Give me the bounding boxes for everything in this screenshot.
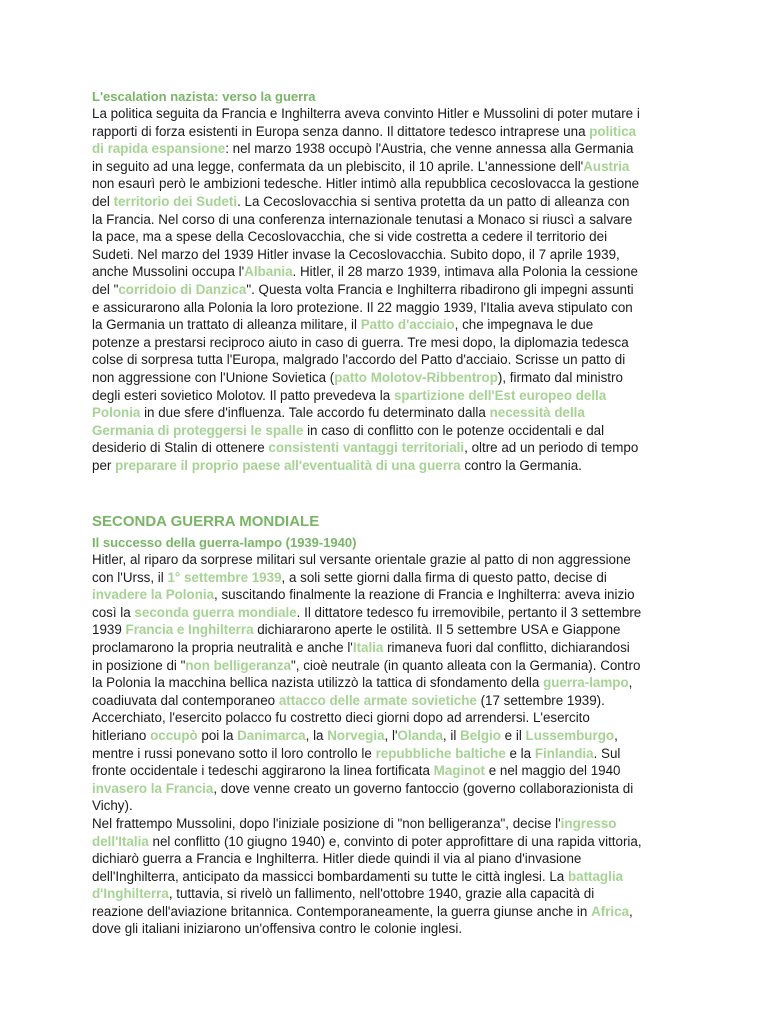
highlight-term: occupò [150,727,198,743]
highlight-term: repubbliche baltiche [375,745,506,761]
highlight-term: Patto d'acciaio [360,317,455,333]
section-seconda-guerra [92,512,680,938]
highlight-term: spartizione dell'Est europeo della Polonia [92,387,607,421]
highlight-term: attacco delle armate sovietiche [278,692,477,708]
section-escalation [92,88,680,474]
highlight-term: consistenti vantaggi territoriali [268,440,465,456]
highlight-term: battaglia d'Inghilterra [92,868,623,902]
highlight-term: Africa [591,903,630,919]
highlight-term: invasero la Francia [92,780,214,796]
highlight-term: Danimarca [237,727,306,743]
highlight-term: Austria [583,158,630,174]
highlight-term: guerra-lampo [543,675,629,691]
highlight-term: Maginot [433,763,485,779]
highlight-term: seconda guerra mondiale [134,604,297,620]
highlight-term: Norvegia [327,727,385,743]
highlight-term: invadere la Polonia [92,587,215,603]
highlight-term: Albania [244,264,293,280]
highlight-term: Italia [352,639,384,655]
highlight-term: necessità della Germania di proteggersi le spalle [92,405,585,438]
section-subtitle: Il successo della guerra-lampo (1939-1940) [92,535,357,550]
highlight-term: politica di rapida espansione [92,123,637,157]
highlight-term: Olanda [397,727,443,743]
highlight-term: non belligeranza [185,657,291,673]
section-paragraph: La politica seguita da Francia e Inghilterra aveva convinto Hitler e Mussolini di poter mutare i rapporti di forza esistenti in Europa senza danno. Il dittatore tedesco intraprese una politica di rapida espansione: nel marzo 1938 occupò l'Austria, che venne annessa alla Germania in seguito ad una legge, confermata da un plebiscito, il 10 aprile. L'annessione dell'Austria non esaurì però le ambizioni tedesche. Hitler intimò alla repubblica cecoslovacca la gestione del territorio dei Sudeti. La Cecoslovacchia si sentiva protetta da un patto di alleanza con la Francia. Nel corso di una conferenza internazionale tenutasi a Monaco si riuscì a salvare la pace, ma a spese della Cecoslovacchia, che si vide costretta a cedere il territorio dei Sudeti. Nel marzo del 1939 Hitler invase la Cecoslovacchia. Subito dopo, il 7 aprile 1939, anche Mussolini occupa l'Albania. Hitler, il 28 marzo 1939, intimava alla Polonia la cessione del "corridoio di Danzica". Questa volta Francia e Inghilterra ribadirono gli impegni assunti e assicurarono alla Polonia la loro protezione. Il 22 maggio 1939, l'Italia aveva stipulato con la Germania un trattato di alleanza militare, il Patto d'acciaio, che impegnava le due potenze a prestarsi reciproco aiuto in caso di guerra. Tre mesi dopo, la diplomazia tedesca colse di sorpresa tutta l'Europa, malgrado l'accordo del Patto d'acciaio. Scrisse un patto di non aggressione con l'Unione Sovietica (patto Molotov-Ribbentrop), firmato dal ministro degli esteri sovietico Molotov. Il patto prevedeva la spartizione dell'Est europeo della Polonia in due sfere d'influenza. Tale accordo fu determinato dalla necessità della Germania di proteggersi le spalle in caso di conflitto con le potenze occidentali e dal desiderio di Stalin di ottenere consistenti vantaggi territoriali, oltre ad un periodo di tempo per preparare il proprio paese all'eventualità di una guerra contro la Germania. [92,106,640,473]
highlight-term: Francia e Inghilterra [125,622,254,638]
section-title: SECONDA GUERRA MONDIALE [92,513,320,530]
highlight-term: patto Molotov-Ribbentrop [334,369,498,385]
highlight-term: corridoio di Danzica [118,281,247,297]
highlight-term: ingresso dell'Italia [92,815,617,849]
highlight-term: Lussemburgo [525,727,615,743]
highlight-term: 1° settembre 1939 [167,569,282,585]
highlight-term: Finlandia [534,745,594,761]
highlight-term: territorio dei Sudeti [113,193,238,209]
section-heading: L'escalation nazista: verso la guerra [92,89,316,104]
highlight-term: preparare il proprio paese all'eventualità di una guerra [115,457,461,473]
section-paragraph: Hitler, al riparo da sorprese militari sul versante orientale grazie al patto di non aggressione con l'Urss, il 1° settembre 1939, a soli sette giorni dalla firma di questo patto, decise di invadere la Polonia, suscitando finalmente la reazione di Francia e Inghilterra: aveva inizio così la seconda guerra mondiale. Il dittatore tedesco fu irremovibile, pertanto il 3 settembre 1939 Francia e Inghilterra dichiararono aperte le ostilità. Il 5 settembre USA e Giappone proclamarono la propria neutralità e anche l'Italia rimaneva fuori dal conflitto, dichiarandosi in posizione di "non belligeranza", cioè neutrale (in quanto alleata con la Germania). Contro la Polonia la macchina bellica nazista utilizzò la tattica di sfondamento della guerra-lampo, coadiuvata dal contemporaneo attacco delle armate sovietiche (17 settembre 1939). Accerchiato, l'esercito polacco fu costretto dieci giorni dopo ad arrendersi. L'esercito hitleriano occupò poi la Danimarca, la Norvegia, l'Olanda, il Belgio e il Lussemburgo, mentre i russi ponevano sotto il loro controllo le repubbliche baltiche e la Finlandia. Sul fronte occidentale i tedeschi aggirarono la linea fortificata Maginot e nel maggio del 1940 invasero la Francia, dove venne creato un governo fantoccio (governo collaborazionista di Vichy). Nel frattempo Mussolini, dopo l'iniziale posizione di "non belligeranza", decise l'ingresso dell'Italia nel conflitto (10 giugno 1940) e, convinto di poter approfittare di una rapida vittoria, dichiarò guerra a Francia e Inghilterra. Hitler diede quindi il via al piano d'invasione dell'Inghilterra, anticipato da massicci bombardamenti su tutte le città inglesi. La battaglia d'Inghilterra, tuttavia, si rivelò un fallimento, nell'ottobre 1940, grazie alla capacità di reazione dell'aviazione britannica. Contemporaneamente, la guerra giunse anche in Africa, dove gli italiani iniziarono un'offensiva contro le colonie inglesi. [92,552,642,937]
highlight-term: Belgio [460,727,501,743]
